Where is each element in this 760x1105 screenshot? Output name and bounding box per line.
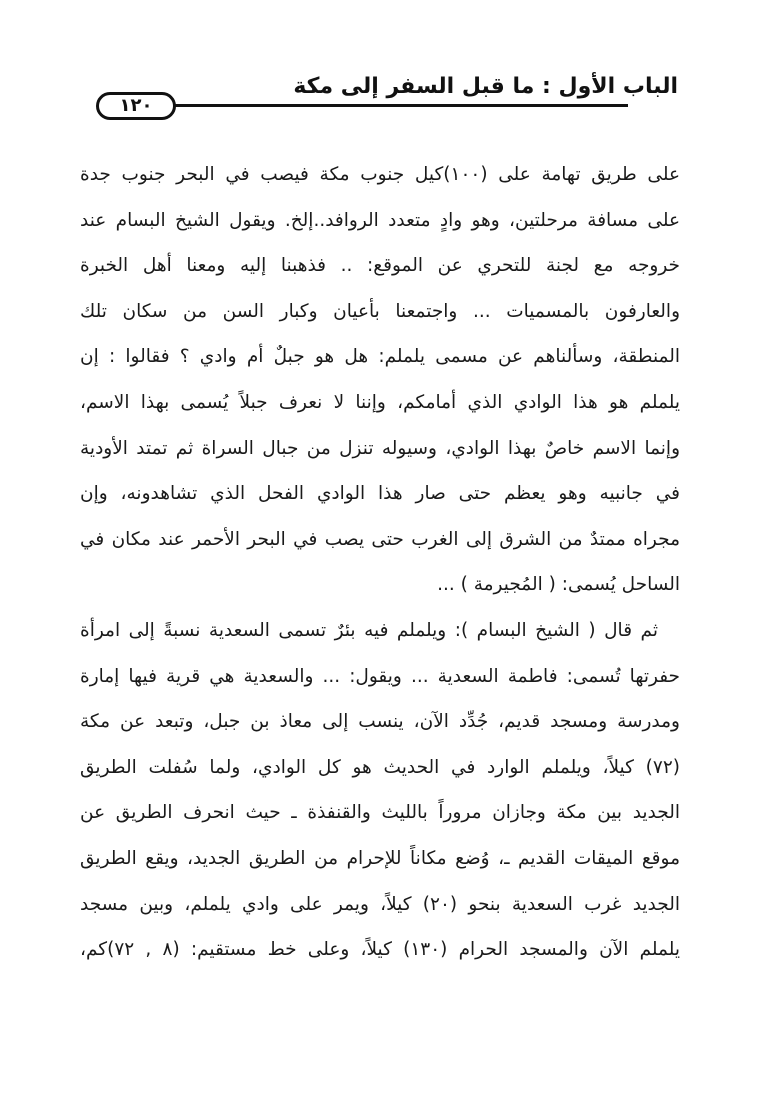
- paragraph-1: [80, 152, 680, 608]
- text-line: خروجه مع لجنة للتحري عن الموقع: .. فذهبنا إليه ومعنا أهل الخبرة: [80, 255, 680, 277]
- text-line: ثم قال ( الشيخ البسام ): ويلملم فيه بئرٌ تسمى السعدية نسبةً إلى امرأة: [80, 619, 658, 641]
- text-line: ومدرسة ومسجد قديم، جُدِّد الآن، ينسب إلى معاذ بن جبل، وتبعد عن مكة: [80, 711, 680, 733]
- text-line: في جانبيه وهو يعظم حتى صار هذا الوادي الفحل الذي تشاهدونه، وإن: [80, 483, 680, 505]
- text-line: مجراه ممتدٌ من الشرق إلى الغرب حتى يصب في البحر الأحمر عند مكان في: [80, 528, 680, 550]
- text-line: وإنما الاسم خاصٌ بهذا الوادي، وسيوله تنزل من جبال السراة ثم تمتد الأودية: [80, 437, 680, 459]
- chapter-title: الباب الأول : ما قبل السفر إلى مكة: [293, 74, 678, 99]
- page-number: ١٢٠: [119, 95, 153, 116]
- text-line: موقع الميقات القديم ـ، وُضع مكاناً للإحرام من الطريق الجديد، ويقع الطريق: [80, 847, 680, 869]
- text-line: الجديد غرب السعدية بنحو (٢٠) كيلاً، ويمر على وادي يلملم، وبين مسجد: [80, 893, 680, 915]
- text-line: يلملم الآن والمسجد الحرام (١٣٠) كيلاً، وعلى خط مستقيم: (٨ , ٧٢)كم،: [80, 939, 680, 961]
- page-number-badge: [96, 92, 176, 120]
- text-line: والعارفون بالمسميات ... واجتمعنا بأعيان وكبار السن من سكان تلك: [80, 300, 680, 322]
- text-line: على طريق تهامة على (١٠٠)كيل جنوب مكة فيصب في البحر جنوب جدة: [80, 164, 680, 185]
- text-line: حفرتها تُسمى: فاطمة السعدية ... ويقول: ... والسعدية هي قرية فيها إمارة: [80, 665, 680, 687]
- paragraph-2: [80, 608, 680, 973]
- page-header: [98, 66, 680, 120]
- text-line: (٧٢) كيلاً، ويلملم الوارد في الحديث هو كل الوادي، ولما سُفلت الطريق: [80, 756, 680, 778]
- text-line: الساحل يُسمى: ( المُجيرمة ) ...: [437, 574, 680, 596]
- header-rule: [98, 104, 628, 107]
- text-line: الجديد بين مكة وجازان مروراً بالليث والقنفذة ـ حيث انحرف الطريق عن: [80, 802, 680, 824]
- text-line: المنطقة، وسألناهم عن مسمى يلملم: هل هو جبلٌ أم وادي ؟ فقالوا : إن: [80, 346, 680, 368]
- text-line: يلملم هو هذا الوادي الذي أمامكم، وإننا لا نعرف جبلاً يُسمى بهذا الاسم،: [80, 391, 680, 413]
- text-line: على مسافة مرحلتين، وهو وادٍ متعدد الروافد..إلخ. ويقول الشيخ البسام عند: [80, 209, 680, 231]
- body-text: [80, 152, 680, 973]
